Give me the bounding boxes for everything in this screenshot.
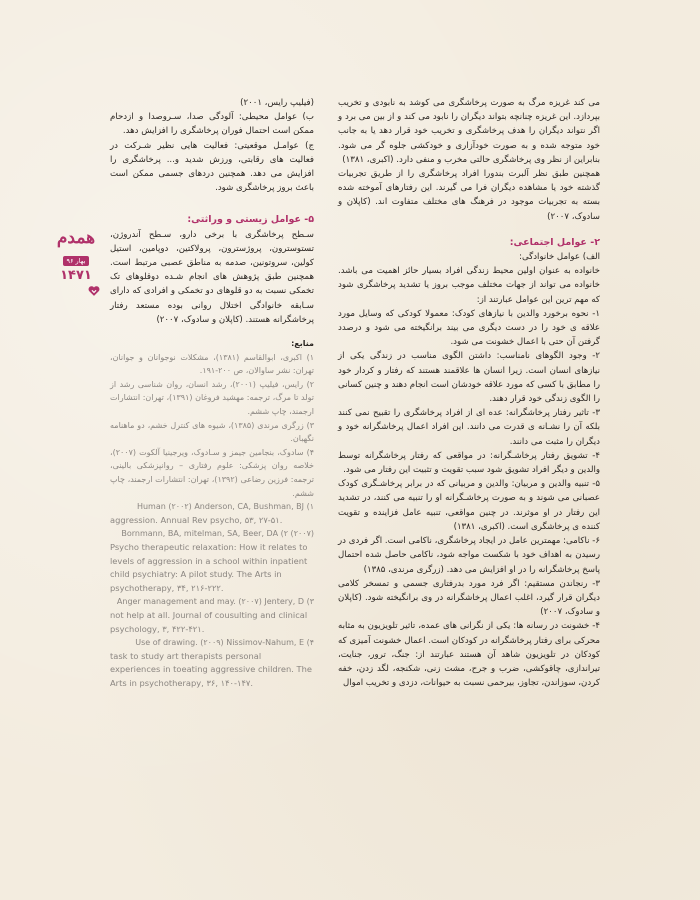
reference-item: ۱) اکبری، ابوالقاسم (۱۳۸۱)، مشکلات نوجوانان و جوانان، تهران: نشر ساوالان، ص ۲۰۰-۱۹۱.	[110, 352, 314, 376]
issue-year: ۱۴۷۱	[60, 268, 92, 283]
section-heading: ۵- عوامل زیستی و وراثتی:	[187, 214, 314, 226]
paragraph: ۴- تشویق رفتار پرخاشـگرانه: در مواقعی که رفتار پرخاشگرانه توسط والدین و دیگر افراد تشویق شود سبب تقویت و تثبیت این رفتار می شود.	[338, 450, 600, 476]
references	[110, 337, 314, 690]
paragraph: خانواده به عنوان اولین محیط زندگی افراد بسیار حائز اهمیت می باشد. خانواده می تواند از جهات مختلف موجب بروز یا تشدید پرخاشگری شود که مهم ترین این عوامل عبارتند از:	[338, 266, 600, 305]
reference-item: Psycho therapeutic relaxation: How it relates to levels of aggression in a school within inpatient child psychiatry: A pilot study. The Arts in psychotherapy, ۳۴, ۲۱۶-۲۲۲.	[110, 541, 308, 593]
paragraph: می کند غریزه مرگ به صورت پرخاشگری می کوشد به نابودی و تخریب بپردازد. این غریزه چنانچه بتواند دیگران را نابود می کند و از بین می برد و اگر نتواند دیگران را هدف پرخاشگری و تخریب خود قرار دهد یا به جانب خود متوجه شده و به صورت خودآزاری و خودکشی جلوه گر می شود. بنابراین از نظر وی پرخاشگری حالتی مخرب و منفی دارد. (اکبری، ۱۳۸۱)	[338, 98, 600, 165]
section-heading: ۲- عوامل اجتماعی:	[509, 236, 600, 248]
paragraph: ج) عوامـل موقعیتی: فعالیت هایی نظیر شـرکت در فعالیت های رقابتی، ورزش شدید و... پرخاشگری را افزایش می دهد. همچنین دردهای جسمی ممکن است باعث بروز پرخاشگری شود.	[110, 140, 314, 194]
references-title: منابع:	[291, 339, 314, 349]
right-column	[338, 96, 600, 690]
reference-item: Anger management and may. (۲۰۰۷) Jentery, D (۳	[116, 597, 314, 607]
reference-item: ۴) سادوک، بنجامین جیمز و سـادوک، ویرجینیا آلکوت (۲۰۰۷)، خلاصه روان پزشکی: علوم رفتاری – روانپزشکی بالینی، ترجمه: فرزین رضاعی (۱۳۹۲)، تهران: انتشارات ارجمند، چاپ ششم.	[110, 447, 314, 498]
paragraph: ۴- خشونت در رسانه ها: یکی از نگرانی های عمده، تاثیر تلویزیون به مثابه محرکی برای رفتار پرخاشگرانه در کودکان است. اعمال خشونت آمیزی که کودکان در تلویزیون شاهد آن هستند عبارتند از: جنگ، ترور، جنایت، تیراندازی، چاقوکشی، ضرب و جرح، مشت زنی، شکنجه، لگد زدن، خفه کردن، سوزاندن، تجاوز، بیرحمی نسبت به حیوانات، دزدی و تخریب اموال	[338, 621, 600, 689]
reference-item: (۲۰۰۷) Bornmann, BA, mitelman, SA, Beer, DA (۲	[121, 529, 314, 539]
heart-icon	[87, 284, 101, 298]
reference-item: task to study art therapists personal experiences in toeating aggressive children. The Arts in psychotherapy, ۳۶, ۱۴۰-۱۴۷.	[110, 650, 312, 688]
paragraph: ۱- نحوه برخورد والدین با نیازهای کودک: معمولا کودکی که وسایل مورد علاقه ی خود را در دست دیگری می بیند برانگیخته می شود و درصدد گرفتن آن حتی با اعمال خشونت می شود.	[338, 308, 600, 348]
issue-season-badge: بهار ۹۶	[63, 256, 90, 266]
paragraph: همچنین طبق نظر آلبرت بندورا افراد پرخاشگری را از طریق تجربیات گذشته خود یا مشاهده دیگران فرا می گیرند. این رفتارهای آموخته شده بسته به تجربیات موجود در فرهنگ های مختلف متفاوت اند. (کاپلان و سادوک، ۲۰۰۷)	[338, 169, 600, 222]
citation: (فیلیپ رایس، ۲۰۰۱)	[240, 98, 314, 108]
paragraph: ۶- ناکامی: مهمترین عامل در ایجاد پرخاشگری، ناکامی است. اگر فردی در رسیدن به اهداف خود با شکست مواجه شود، ناکامی حاصل شده احتمال پاسخ پرخاشگرانه را در او افزایش می دهد. (زرگری مرندی، ۱۳۸۵)	[338, 536, 600, 575]
subheading: الف) عوامل خانوادگی:	[519, 252, 600, 263]
paragraph: ۳- تاثیر رفتار پرخاشگرانه: عده ای از افراد پرخاشگری را تقبیح نمی کنند بلکه آن را نشـانه ی قدرت می دانند. این افراد اعمال پرخاشگرانه خود و دیگران را مثبت می دانند.	[338, 408, 600, 447]
paragraph: ۲- وجود الگوهای نامناسب: داشتن الگوی مناسب در زندگی یکی از نیازهای انسان است. زیرا انسان ها علاقمند هستند که رفتار و کردار خود را مطابق با کسی که مورد علاقه خودشان است انجام دهند و چنین کسانی را الگوی زندگی خود قرار دهند.	[338, 351, 600, 405]
paragraph: سـطح پرخاشگری با برخی دارو، سـطح آندروژن، تستوسترون، پروژسترون، پرولاکتین، دوپامین، استیل کولین، سروتونین، صدمه به مناطق عصبی مرتبط است. همچنین طبق پژوهش های انجام شـده دوقلوهای تک تخمکی نسبت به دو قلوهای دو تخمکی و افرادی که دارای سـابقه خانوادگی اختلال روانی بوده مستعد رفتار پرخاشگرانه هستند. (کاپلان و سادوک، ۲۰۰۷)	[110, 229, 314, 325]
magazine-logo	[53, 228, 99, 306]
paragraph: ۵- تنبیه والدین و مربیان: والدین و مربیانی که در برابر پرخاشـگری کودک عصبانی می شوند و به صورت پرخاشـگرانه او را تنبیه می کنند، در تشدید این رفتار در او موثرند. در چنین مواقعی، تنبیه عامل فزاینده و تقویت کننده ی پرخاشگری است. (اکبری، ۱۳۸۱)	[338, 479, 600, 532]
paragraph: ۳- رنجاندن مستقیم: اگر فرد مورد بدرفتاری جسمی و تمسخر کلامی دیگران قرار گیرد، اغلب اعمال پرخاشگرانه در وی برانگیخته شود. (کاپلان و سادوک، ۲۰۰۷)	[338, 578, 600, 618]
reference-item: aggression. Annual Rev psycho, ۵۳, ۲۷-۵۱.	[110, 514, 283, 525]
reference-item: ۳) زرگری مرندی (۱۳۸۵)، شیوه های کنترل خشم، دو ماهنامه نگهبان.	[110, 420, 315, 444]
reference-item: Use of drawing. (۲۰۰۹) Nissimov-Nahum, E (۴	[135, 638, 314, 648]
reference-item: ۲) رایس، فیلیپ (۲۰۰۱)، رشد انسان، روان شناسی رشد از تولد تا مرگ، ترجمه: مهشید فروغان (۱۳۹۱)، تهران: انتشارات ارجمند، چاپ ششم.	[110, 379, 315, 417]
reference-item: not help at all. Journal of cousulting and clinical psychology, ۳, ۴۲۲-۴۲۱.	[110, 609, 308, 634]
paragraph: ب) عوامل محیطی: آلودگی صدا، سـروصدا و ازدحام ممکن است احتمال فوران پرخاشگری را افزایش دهد.	[110, 112, 314, 137]
reference-item: Human (۲۰۰۲) Anderson, CA, Bushman, BJ (۱	[136, 502, 314, 512]
left-column	[110, 96, 314, 690]
logo-wordmark: همدم	[56, 228, 96, 248]
